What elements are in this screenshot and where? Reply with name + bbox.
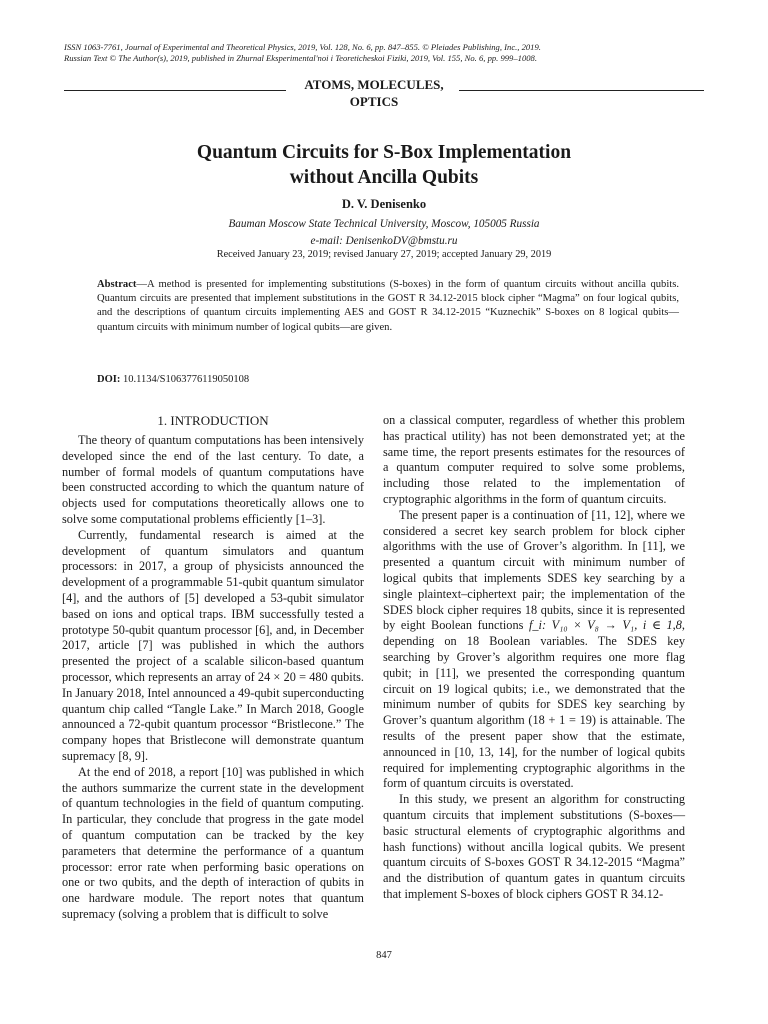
right-column (383, 413, 685, 903)
paragraph: In this study, we present an algorithm for constructing quantum circuits that implement substitutions (S-boxes—basic structural elements of cryptographic algorithms and hash functions) without ancilla logical qubits. We present quantum circuits of S-boxes GOST R 34.12-2015 “Magma” and the distribution of quantum gates in quantum circuits that implement S-boxes of block ciphers GOST R 34.12- (383, 792, 685, 901)
paragraph-text: The present paper is a continuation of [11, 12], where we considered a secret key search problem for block cipher algorithms with the use of Grover’s algorithm. In [11], we presented a quantum circuit with minimum number of logical qubits that implements SDES key searching by a single plaintext–ciphertext pair; the implementation of the SDES block cipher requires 18 qubits, since it is represented by eight Boolean functions (383, 507, 685, 633)
affiliation: Bauman Moscow State Technical University, Moscow, 105005 Russia (228, 218, 540, 230)
paragraph: on a classical computer, regardless of whether this problem has practical utility) has not been demonstrated yet; at the same time, the report presents estimates for the resources of a quantum computer required to solve some problems, including those related to the implementation of cryptographic algorithms in the form of quantum circuits. (383, 413, 685, 506)
abstract-text: —A method is presented for implementing substitutions (S-boxes) in the form of quantum circuits without ancilla qubits. Quantum circuits are presented that implement substitutions in the GOST R 34.12-2015 block cipher “Magma” on four logical qubits, and the descriptions of quantum circuits implementing AES and GOST R 34.12-2015 “Kuznechik” S-boxes on 8 logical qubits—quantum circuits with minimum number of logical qubits—are given. (97, 279, 679, 333)
left-column (62, 412, 364, 923)
paragraph-text: , depending on 18 Boolean variables. The SDES key searching by Grover’s algorithm requires one more flag qubit; in [11], we presented the corresponding quantum circuit on 19 logical qubits; i.e., we demonstrated that the minimum number of qubits for SDES key searching by Grover’s quantum algorithm (18 + 1 = 19) is attainable. The results of the present paper show that the estimate, announced in [10, 13, 14], for the number of logical qubits required for implementing cryptographic algorithms in the form of quantum circuits is overstated. (383, 618, 685, 791)
inline-formula: f_i: V₁₀ × V₈ → V₁, i ∈ 1,8 (528, 618, 682, 633)
paper-title-line2: without Ancilla Qubits (289, 167, 479, 188)
section-rule-left (64, 90, 286, 91)
section-label-line2: OPTICS (349, 94, 399, 109)
affiliation-block (64, 216, 704, 250)
journal-meta (64, 42, 704, 63)
paper-title (64, 140, 704, 190)
doi-label: DOI: (97, 374, 121, 385)
paragraph: At the end of 2018, a report [10] was published in which the authors summarize the current state in the development of quantum technologies in the field of quantum computing. In particular, they conclude that progress in the gate model of quantum computation can be tracked by the key parameters that determine the performance of a quantum processor: error rate when performing basic operations on one or two qubits, and the depth of interaction of qubits in one hardware module. The report notes that quantum supremacy (solving a problem that is difficult to solve (62, 764, 364, 921)
paper-title-line1: Quantum Circuits for S-Box Implementation (196, 142, 572, 163)
paragraph: The theory of quantum computations has been intensively developed since the end of the last century. To date, a number of formal models of quantum computations have been constructed according to which the quantum nature of objects used for computations theoretically allows one to solve some computational problems efficiently [1–3]. (62, 433, 364, 526)
author-email[interactable]: e-mail: DenisenkoDV@bmstu.ru (310, 235, 458, 247)
author-name: D. V. Denisenko (341, 197, 427, 211)
abstract (97, 278, 679, 335)
section-heading (64, 76, 704, 112)
journal-meta-line2: Russian Text © The Author(s), 2019, published in Zhurnal Eksperimental'noi i Teoreticheskoi Fiziki, 2019, Vol. 155, No. 6, pp. 999–1008. (64, 52, 537, 63)
received-dates: Received January 23, 2019; revised January 27, 2019; accepted January 29, 2019 (216, 249, 552, 260)
section-heading-introduction: 1. INTRODUCTION (157, 413, 269, 428)
abstract-label: Abstract (97, 279, 137, 290)
journal-meta-line1: ISSN 1063-7761, Journal of Experimental and Theoretical Physics, 2019, Vol. 128, No. 6, pp. 847–855. © Pleiades Publishing, Inc., 2019. (64, 42, 541, 52)
section-label (290, 76, 458, 110)
page-number: 847 (376, 950, 392, 961)
paragraph: Currently, fundamental research is aimed at the development of quantum simulators and quantum processors: in 2017, a group of physicists announced the development of a programmable 51-qubit quantum simulator [4], and the authors of [5] developed a 53-qubit simulator based on ions and optical traps. IBM successfully tested a prototype 50-qubit quantum processor [6], and, in December 2017, article [7] was published in which the authors presented the project of a scalable silicon-based quantum processor, which represents an array of 24 × 20 = 480 qubits. In January 2018, Intel announced a 49-qubit superconducting quantum chip called “Tangle Lake.” In March 2018, Google announced a 72-qubit quantum processor “Bristlecone.” The company hopes that Bristlecone will demonstrate quantum supremacy [8, 9]. (62, 527, 364, 763)
section-label-line1: ATOMS, MOLECULES, (304, 77, 444, 92)
paragraph (383, 508, 685, 792)
doi-value[interactable]: 10.1134/S1063776119050108 (122, 374, 250, 385)
doi (97, 373, 679, 387)
section-rule-right (459, 90, 704, 91)
